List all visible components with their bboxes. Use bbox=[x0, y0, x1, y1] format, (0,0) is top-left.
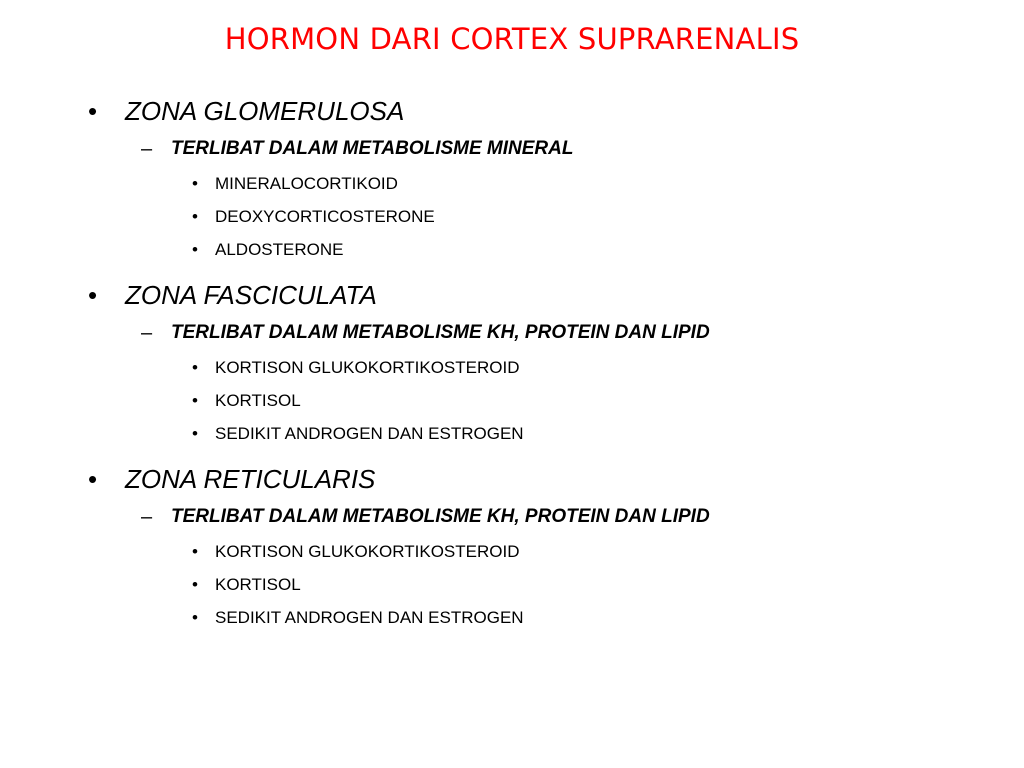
list-item bbox=[0, 575, 1024, 608]
bullet-icon: • bbox=[192, 240, 198, 259]
zone-heading bbox=[0, 96, 1024, 136]
hormone-label: KORTISON GLUKOKORTIKOSTEROID bbox=[215, 542, 520, 561]
zone-name: ZONA GLOMERULOSA bbox=[125, 96, 405, 126]
list-item bbox=[0, 391, 1024, 424]
bullet-icon: • bbox=[192, 542, 198, 561]
list-item bbox=[0, 608, 1024, 641]
zone-role-text: TERLIBAT DALAM METABOLISME MINERAL bbox=[171, 138, 574, 159]
bullet-icon: • bbox=[192, 358, 198, 377]
bullet-icon: • bbox=[192, 391, 198, 410]
hormone-label: SEDIKIT ANDROGEN DAN ESTROGEN bbox=[215, 424, 524, 443]
hormone-label: DEOXYCORTICOSTERONE bbox=[215, 207, 435, 226]
dash-icon: – bbox=[141, 138, 153, 160]
bullet-icon: • bbox=[192, 207, 198, 226]
bullet-icon: • bbox=[88, 280, 98, 310]
bullet-icon: • bbox=[88, 96, 98, 126]
hormone-label: ALDOSTERONE bbox=[215, 240, 344, 259]
list-item bbox=[0, 542, 1024, 575]
zone-heading bbox=[0, 464, 1024, 504]
hormone-label: KORTISOL bbox=[215, 391, 301, 410]
slide-title: HORMON DARI CORTEX SUPRARENALIS bbox=[224, 22, 800, 56]
zone-reticularis bbox=[0, 464, 1024, 641]
bullet-icon: • bbox=[192, 608, 198, 627]
list-item bbox=[0, 174, 1024, 207]
zone-role-text: TERLIBAT DALAM METABOLISME KH, PROTEIN DAN LIPID bbox=[171, 506, 710, 527]
list-item bbox=[0, 240, 1024, 273]
list-item bbox=[0, 358, 1024, 391]
bullet-icon: • bbox=[192, 174, 198, 193]
zone-name: ZONA FASCICULATA bbox=[125, 280, 377, 310]
zone-role bbox=[0, 320, 1024, 358]
hormone-label: KORTISON GLUKOKORTIKOSTEROID bbox=[215, 358, 520, 377]
zone-role-text: TERLIBAT DALAM METABOLISME KH, PROTEIN DAN LIPID bbox=[171, 322, 710, 343]
hormone-label: SEDIKIT ANDROGEN DAN ESTROGEN bbox=[215, 608, 524, 627]
hormone-label: KORTISOL bbox=[215, 575, 301, 594]
zone-name: ZONA RETICULARIS bbox=[125, 464, 376, 494]
list-item bbox=[0, 424, 1024, 457]
zone-fasciculata bbox=[0, 280, 1024, 457]
bullet-icon: • bbox=[192, 424, 198, 443]
hormone-label: MINERALOCORTIKOID bbox=[215, 174, 398, 193]
dash-icon: – bbox=[141, 506, 153, 528]
zone-role bbox=[0, 136, 1024, 174]
bullet-icon: • bbox=[88, 464, 98, 494]
list-item bbox=[0, 207, 1024, 240]
zone-role bbox=[0, 504, 1024, 542]
bullet-icon: • bbox=[192, 575, 198, 594]
zone-glomerulosa bbox=[0, 96, 1024, 273]
zone-heading bbox=[0, 280, 1024, 320]
dash-icon: – bbox=[141, 322, 153, 344]
